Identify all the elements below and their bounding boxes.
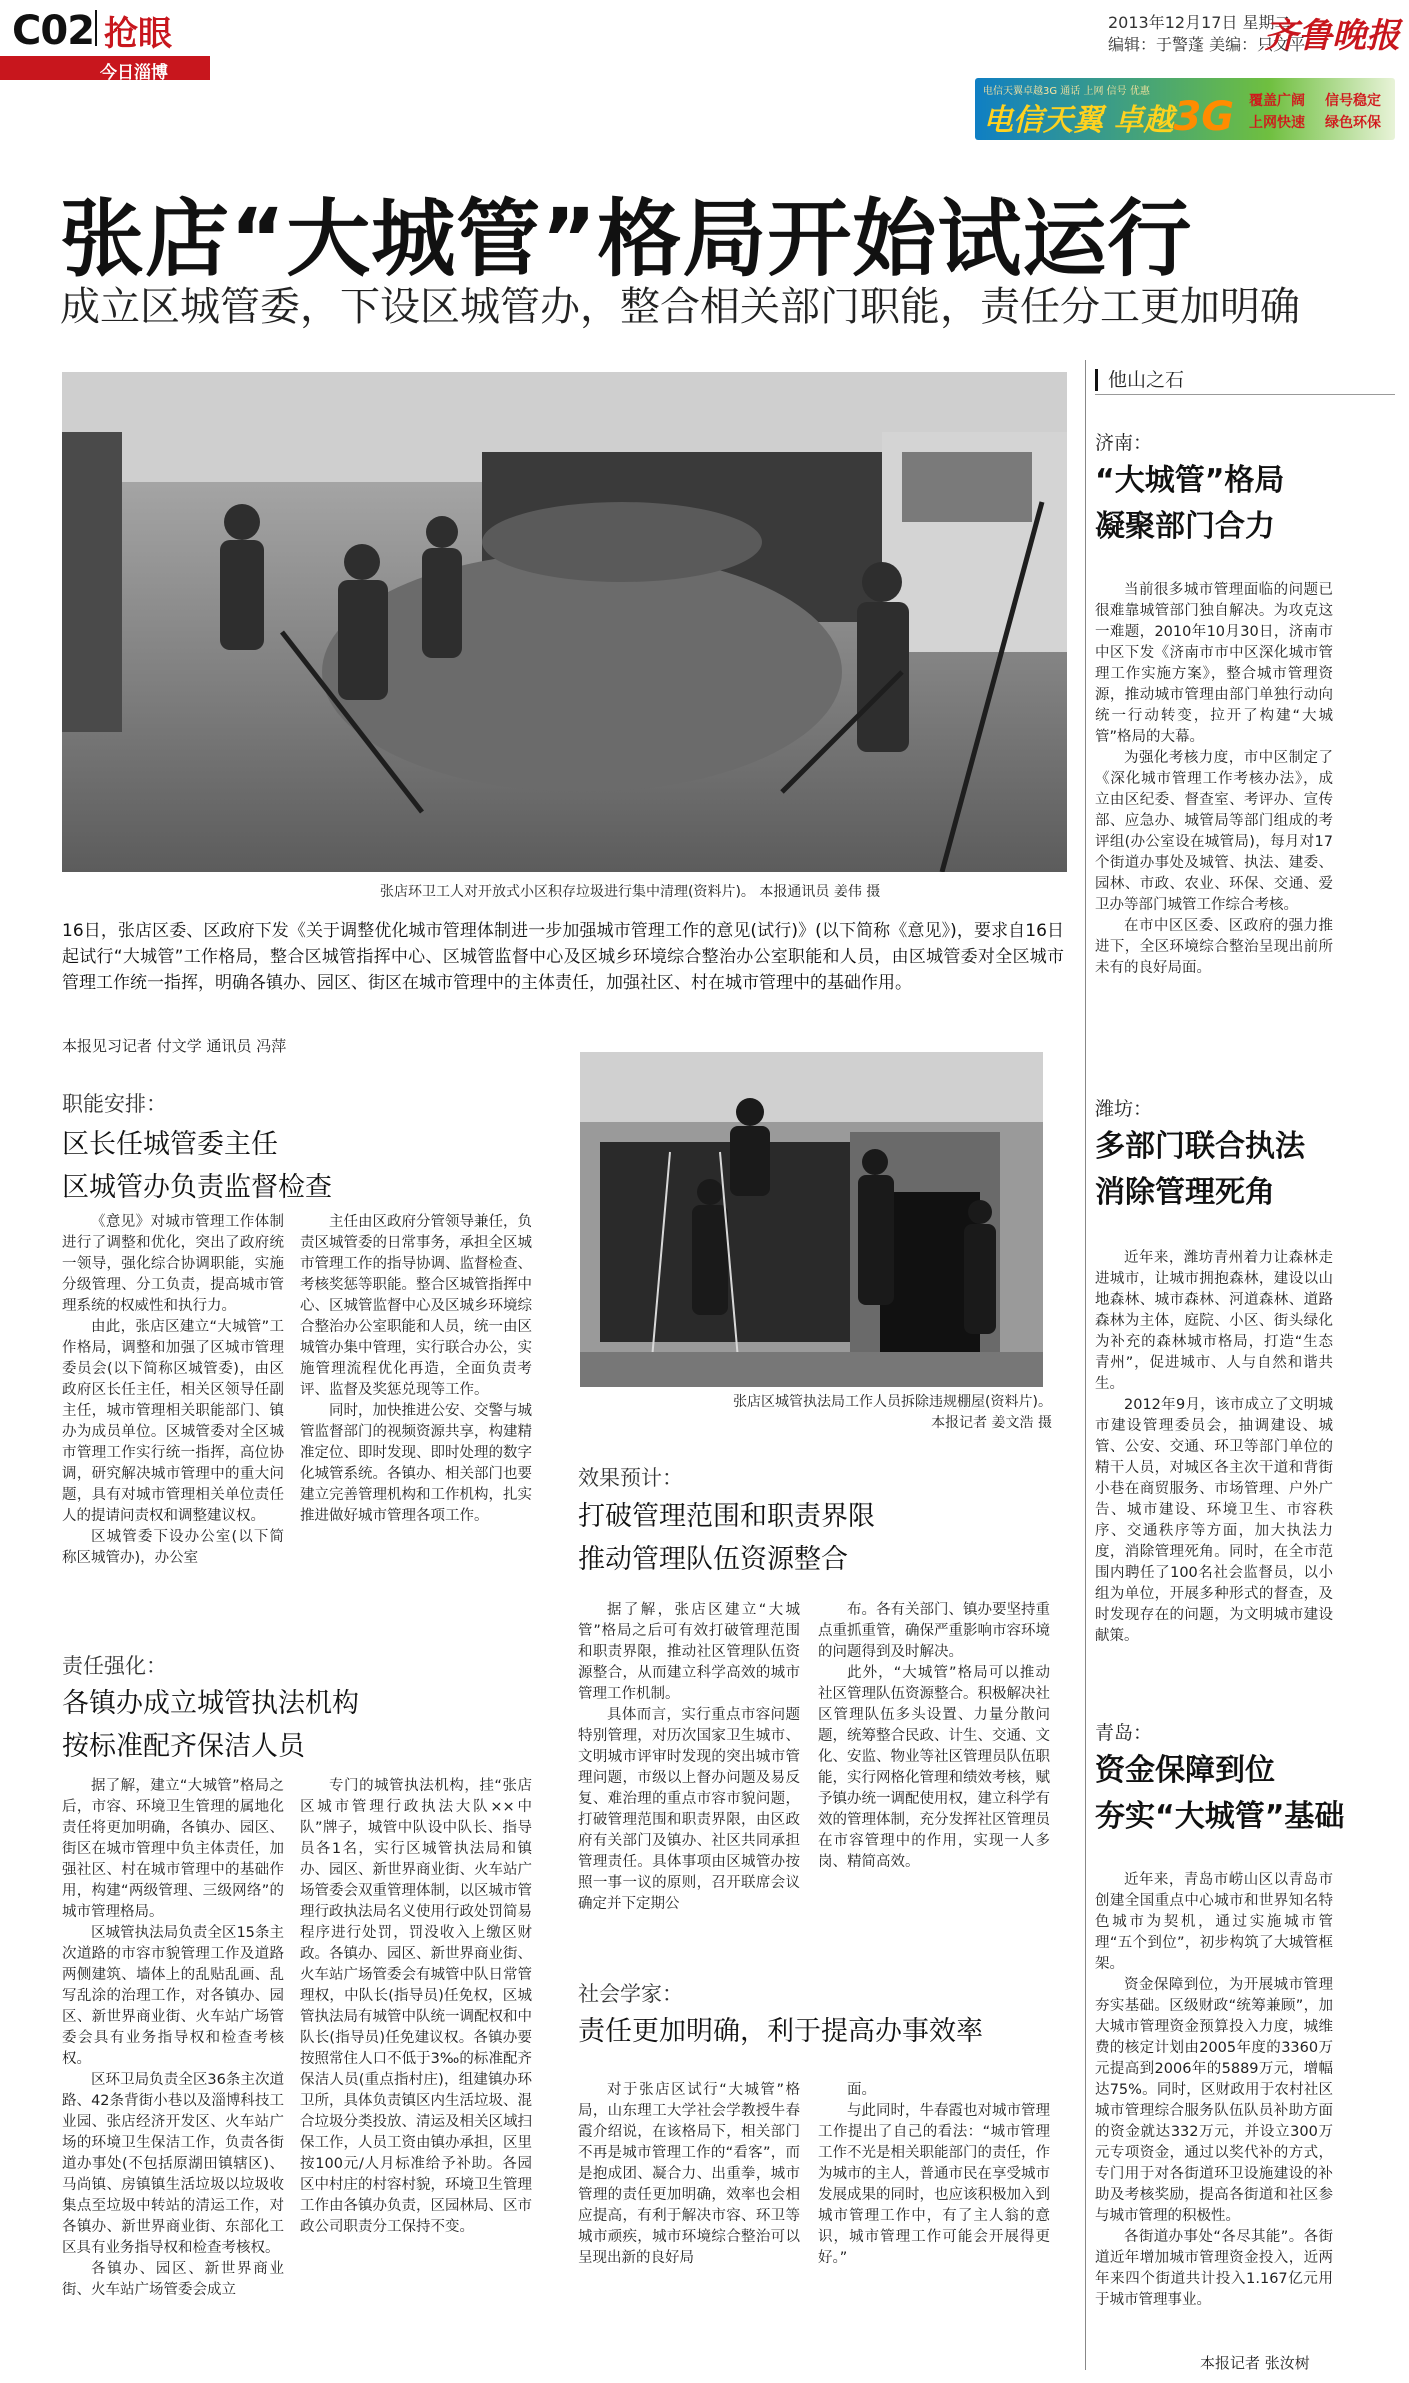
paragraph: 面。 bbox=[847, 2082, 876, 2098]
section-body-col bbox=[818, 1600, 1050, 1873]
paragraph: 资金保障到位，为开展城市管理夯实基础。区级财政“统筹兼顾”，加大城市管理资金预算投入力度，城维费的核定计划由2005年度的3360万元提高到2006年的5889万元，增幅达75%。同时，区财政用于农村社区城市管理综合服务队伍队员补助方面的资金就达332万元，并设立300万元专项资金，通过以奖代补的方式，专门用于对各街道环卫设施建设的补助及考核奖励，提高各街道和社区参与城市管理的积极性。 bbox=[1095, 1977, 1333, 2224]
paragraph: 当前很多城市管理面临的问题已很难靠城管部门独自解决。为攻克这一难题，2010年10月30日，济南市中区下发《济南市市中区深化城市管理工作实施方案》，整合城市管理资源，推动城市管理由部门单独行动向统一行动转变，拉开了构建“大城管”格局的大幕。 bbox=[1095, 582, 1333, 745]
paragraph: 区城管执法局负责全区15条主次道路的市容市貌管理工作及道路两侧建筑、墙体上的乱贴乱画、乱写乱涂的治理工作，对各镇办、园区、新世界商业街、火车站广场管委会具有业务指导权和检查考核权。 bbox=[62, 1925, 284, 2067]
section-kicker: 社会学家： bbox=[578, 1982, 683, 2006]
ad-3g-badge: 3G bbox=[1173, 94, 1235, 140]
paragraph: 据了解，张店区建立“大城管”格局之后可有效打破管理范围和职责界限，推动社区管理队伍资源整合，从而建立科学高效的城市管理工作机制。 bbox=[578, 1602, 800, 1702]
sidebar-title-line: 凝聚部门合力 bbox=[1095, 509, 1275, 544]
paragraph: 区城管委下设办公室(以下简称区城管办)，办公室 bbox=[62, 1529, 284, 1566]
section-title-line: 区城管办负责监督检查 bbox=[62, 1172, 332, 1203]
section-title-line: 按标准配齐保洁人员 bbox=[62, 1731, 305, 1762]
section-body-col bbox=[62, 1212, 284, 1569]
ad-tag: 覆盖广阔 bbox=[1249, 93, 1305, 109]
photo1-caption: 张店环卫工人对开放式小区积存垃圾进行集中清理(资料片)。 本报通讯员 姜伟 摄 bbox=[380, 884, 881, 900]
article-lead: 16日，张店区委、区政府下发《关于调整优化城市管理体制进一步加强城市管理工作的意见(试行)》(以下简称《意见》)，要求自16日起试行“大城管”工作格局，整合区城管指挥中心、区城管监督中心及区城乡环境综合整治办公室职能和人员，由区城管委对全区城市管理工作统一指挥，明确各镇办、园区、街区在城市管理中的主体责任，加强社区、村在城市管理中的基础作用。 bbox=[62, 921, 1064, 993]
sidebar-column-head bbox=[1095, 365, 1395, 395]
paragraph: 由此，张店区建立“大城管”工作格局，调整和加强了区城市管理委员会(以下简称区城管委)，由区政府区长任主任，相关区领导任副主任，城市管理相关职能部门、镇办为成员单位。区城管委对全区城市管理工作实行统一指挥，高位协调，研究解决城市管理中的重大问题，具有对城市管理相关单位责任人的提请问责权和调整建议权。 bbox=[62, 1319, 284, 1524]
sidebar-title-line: 多部门联合执法 bbox=[1095, 1129, 1305, 1164]
paragraph: 为强化考核力度，市中区制定了《深化城市管理工作考核办法》，成立由区纪委、督查室、考评办、宣传部、应急办、城管局等部门组成的考评组(办公室设在城管局)，每月对17个街道办事处及城管、执法、建委、园林、市政、农业、环保、交通、爱卫办等部门城管工作综合考核。 bbox=[1095, 750, 1333, 913]
sidebar-title bbox=[1095, 1124, 1395, 1216]
section-kicker: 责任强化： bbox=[62, 1654, 167, 1678]
section-title-line: 打破管理范围和职责界限 bbox=[578, 1501, 875, 1532]
section-title-line: 各镇办成立城管执法机构 bbox=[62, 1688, 359, 1719]
paragraph: 此外，“大城管”格局可以推动社区管理队伍资源整合。积极解决社区管理队伍多头设置、力量分散问题，统筹整合民政、计生、交通、文化、安监、物业等社区管理员队伍职能，实行网格化管理和绩效考核，赋予镇办统一调配使用权，建立科学有效的管理体制，充分发挥社区管理员在市容管理中的作用，实现一人多岗、精简高效。 bbox=[818, 1665, 1050, 1870]
photo-illustration bbox=[62, 372, 1067, 872]
sidebar-city: 青岛： bbox=[1095, 1722, 1153, 1744]
section-body-col bbox=[578, 1600, 800, 1915]
sidebar-city: 济南： bbox=[1095, 432, 1153, 454]
paragraph: 布。各有关部门、镇办要坚持重点重抓重管，确保严重影响市容环境的问题得到及时解决。 bbox=[818, 1602, 1050, 1660]
section-body-col: 对于张店区试行“大城管”格局，山东理工大学社会学教授牛春霞介绍说，在该格局下，相关部门不再是城市管理工作的“看客”，而是抱成团、凝合力、出重拳，城市管理的责任更加明确，效率也会相应提高，有利于解决市容、环卫等城市顽疾，城市环境综合整治可以呈现出新的良好局 bbox=[578, 2082, 800, 2266]
paragraph: 各街道办事处“各尽其能”。各街道近年增加城市管理资金投入，近两年来四个街道共计投入1.167亿元用于城市管理事业。 bbox=[1095, 2229, 1333, 2308]
section-title bbox=[62, 1682, 582, 1768]
paragraph: 区环卫局负责全区36条主次道路、42条背街小巷以及淄博科技工业园、张店经济开发区、火车站广场的环境卫生保洁工作，负责各街道办事处(不包括原湖田镇辖区)、马尚镇、房镇镇生活垃圾以垃圾收集点至垃圾中转站的清运工作，对各镇办、新世界商业街、东部化工区具有业务指导权和检查考核权。 bbox=[62, 2072, 284, 2256]
article-subheadline: 成立区城管委，下设区城管办，整合相关部门职能，责任分工更加明确 bbox=[60, 284, 1300, 330]
sidebar-city: 潍坊： bbox=[1095, 1098, 1153, 1120]
section-kicker: 职能安排： bbox=[62, 1092, 167, 1116]
photo2-caption-line: 本报记者 姜文浩 摄 bbox=[931, 1415, 1052, 1431]
sidebar-divider bbox=[1085, 360, 1086, 2370]
page-number: C02 bbox=[12, 8, 95, 54]
editor-line: 编辑：于警蓬 美编：只文平 bbox=[1108, 35, 1306, 54]
ad-tag: 绿色环保 bbox=[1325, 115, 1381, 131]
photo2-caption-line: 张店区城管执法局工作人员拆除违规棚屋(资料片)。 bbox=[733, 1394, 1052, 1410]
sidebar-column-name: 他山之石 bbox=[1095, 369, 1184, 391]
logo-brand-icon: 齐鲁晚报 bbox=[1264, 16, 1400, 56]
paragraph: 与此同时，牛春霞也对城市管理工作提出了自己的看法：“城市管理工作不光是相关职能部门的责任，作为城市的主人，普通市民在享受城市发展成果的同时，也应该积极加入到城市管理工作中，有了主人翁的意识，城市管理工作可能会开展得更好。” bbox=[818, 2103, 1050, 2266]
section-kicker: 效果预计： bbox=[578, 1466, 683, 1490]
paragraph: 各镇办、园区、新世界商业街、火车站广场管委会成立 bbox=[62, 2261, 284, 2298]
paragraph: 据了解，建立“大城管”格局之后，市容、环境卫生管理的属地化责任将更加明确，各镇办、园区、街区在城市管理中负主体责任，加强社区、村在城市管理中的基础作用，构建“两级管理、三级网络”的城市管理格局。 bbox=[62, 1778, 284, 1920]
ad-tag: 信号稳定 bbox=[1325, 93, 1381, 109]
section-title bbox=[578, 1495, 1058, 1581]
section-title-line: 区长任城管委主任 bbox=[62, 1129, 278, 1160]
photo2-caption bbox=[672, 1392, 1052, 1434]
sidebar-title-line: 消除管理死角 bbox=[1095, 1175, 1275, 1210]
header-divider bbox=[95, 10, 97, 46]
paragraph: 近年来，潍坊青州着力让森林走进城市，让城市拥抱森林，建设以山地森林、城市森林、河道森林、道路森林为主体，庭院、小区、街头绿化为补充的森林城市格局，打造“生态青州”，促进城市、人与自然和谐共生。 bbox=[1095, 1250, 1333, 1392]
paragraph: 2012年9月，该市成立了文明城市建设管理委员会，抽调建设、城管、公安、交通、环卫等部门单位的精干人员，对城区各主次干道和背街小巷在商贸服务、市场管理、户外广告、城市建设、环境卫生、市容秩序、交通秩序等方面，加大执法力度，消除管理死角。同时，在全市范围内聘任了100名社会监督员，以小组为单位，开展多种形式的督查，及时发现存在的问题，为文明城市建设献策。 bbox=[1095, 1397, 1333, 1644]
section-body-col bbox=[300, 1212, 532, 1527]
paragraph: 主任由区政府分管领导兼任，负责区城管委的日常事务，承担全区城市管理工作的指导协调、监督检查、考核奖惩等职能。整合区城管指挥中心、区城管监督中心及区城乡环境综合整治办公室职能和人员，统一由区城管办集中管理，实行联合办公，实施管理流程优化再造，全面负责考评、监督及奖惩兑现等工作。 bbox=[300, 1214, 532, 1398]
paragraph: 同时，加快推进公安、交警与城管监督部门的视频资源共享，构建精准定位、即时发现、即时处理的数字化城管系统。各镇办、相关部门也要建立完善管理机构和工作机构，扎实推进做好城市管理各项工作。 bbox=[300, 1403, 532, 1524]
photo-illustration bbox=[580, 1052, 1043, 1387]
section-body-col: 专门的城管执法机构，挂“张店区城市管理行政执法大队××中队”牌子，城管中队设中队长、指导员各1名，实行区城管执法局和镇办、园区、新世界商业街、火车站广场管委会双重管理体制，以区城市管理行政执法局名义使用行政处罚简易程序进行处罚，罚没收入上缴区财政。各镇办、园区、新世界商业街、火车站广场管委会有城管中队日常管理权，中队长(指导员)任免权，区城管执法局有城管中队统一调配权和中队长(指导员)任免建议权。各镇办要按照常住人口不低于3‰的标准配齐保洁人员(重点指村庄)，组建镇办环卫所，具体负责镇区内生活垃圾、混合垃圾分类投放、清运及相关区域扫保工作，人员工资由镇办承担，区里按100元/人月标准给予补助。各园区中村庄的村容村貌，环境卫生管理工作由各镇办负责，区园林局、区市政公司职责分工保持不变。 bbox=[300, 1778, 532, 2235]
paragraph: 在市中区区委、区政府的强力推进下，全区环境综合整治呈现出前所未有的良好局面。 bbox=[1095, 918, 1333, 976]
section-title bbox=[578, 2010, 1078, 2053]
section-title bbox=[62, 1123, 582, 1209]
section-title-line: 推动管理队伍资源整合 bbox=[578, 1544, 848, 1575]
section-body-col bbox=[62, 1776, 284, 2301]
sidebar-body bbox=[1095, 580, 1333, 979]
sidebar-title-line: 资金保障到位 bbox=[1095, 1753, 1275, 1788]
paragraph: 具体而言，实行重点市容问题特别管理，对历次国家卫生城市、文明城市评审时发现的突出城市管理问题，市级以上督办问题及易反复、难治理的重点市容市貌问题，打破管理范围和职责界限，由区政府有关部门及镇办、社区共同承担管理责任。具体事项由区城管办按照一事一议的原则，召开联席会议确定并下定期公 bbox=[578, 1707, 800, 1912]
sidebar-body bbox=[1095, 1248, 1333, 1647]
section-body-col bbox=[818, 2080, 1050, 2269]
ad-main-label: 电信天翼 卓越 bbox=[983, 103, 1174, 138]
paragraph: 《意见》对城市管理工作体制进行了调整和优化，突出了政府统一领导，强化综合协调职能，实施分级管理、分工负责，提高城市管理系统的权威性和执行力。 bbox=[62, 1214, 284, 1314]
sidebar-byline: 本报记者 张汝树 bbox=[1200, 2354, 1310, 2372]
sidebar-title-line: “大城管”格局 bbox=[1095, 463, 1285, 498]
section-name: 抢眼 bbox=[104, 14, 172, 54]
article-headline: 张店“大城管”格局开始试运行 bbox=[60, 190, 1193, 288]
ad-tag: 上网快速 bbox=[1249, 115, 1305, 131]
sidebar-title-line: 夯实“大城管”基础 bbox=[1095, 1799, 1345, 1834]
section-title-line: 责任更加明确，利于提高办事效率 bbox=[578, 2016, 983, 2047]
sidebar-title bbox=[1095, 458, 1395, 550]
ad-top-line: 电信天翼卓越3G 通话 上网 信号 优惠 bbox=[983, 86, 1150, 97]
sidebar-title bbox=[1095, 1748, 1395, 1840]
ad-main-text bbox=[983, 94, 1234, 140]
subsection-name: 今日淄博 bbox=[100, 63, 168, 83]
article-byline: 本报见习记者 付文学 通讯员 冯萍 bbox=[62, 1037, 287, 1055]
telecom-ad-banner[interactable] bbox=[975, 78, 1395, 140]
photo-sanitation-workers bbox=[62, 372, 1067, 872]
date-line: 2013年12月17日 星期二 bbox=[1108, 13, 1291, 32]
paragraph: 近年来，青岛市崂山区以青岛市创建全国重点中心城市和世界知名特色城市为契机，通过实施城市管理“五个到位”，初步构筑了大城管框架。 bbox=[1095, 1872, 1333, 1972]
sidebar-body bbox=[1095, 1870, 1333, 2311]
photo-demolition bbox=[580, 1052, 1043, 1387]
